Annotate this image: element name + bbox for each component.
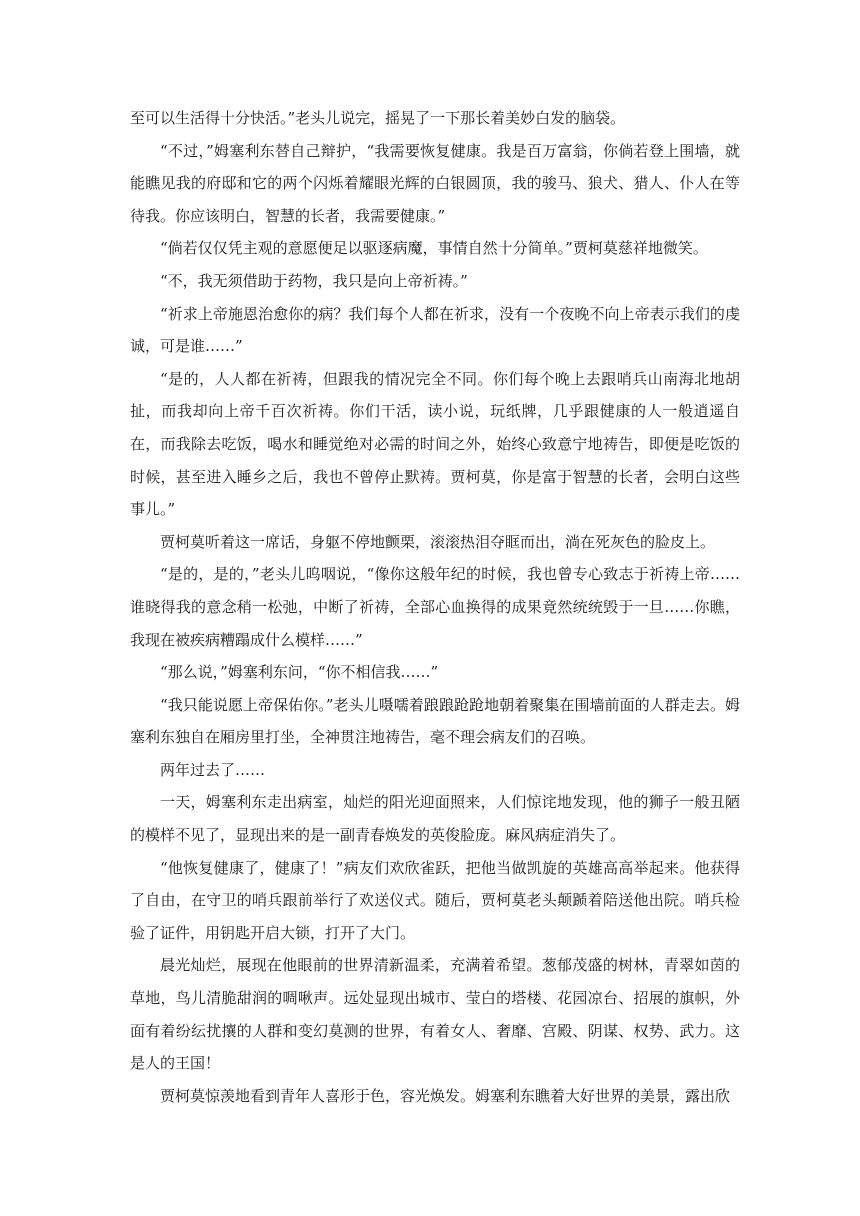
paragraph-2: “不过，”姆塞利东替自己辩护，“我需要恢复健康。我是百万富翁，你倘若登上围墙，就能瞧见我的府邸和它的两个闪烁着耀眼光辉的白银圆顶，我的骏马、狼犬、猎人、仆人在等待我。你应该明白，智慧的长者，我需要健康。”: [130, 141, 740, 225]
paragraph-14: 晨光灿烂，展现在他眼前的世界清新温柔，充满着希望。葱郁茂盛的树林，青翠如茵的草地，鸟儿清脆甜润的啁啾声。远处显现出城市、莹白的塔楼、花园凉台、招展的旗帜，外面有着纷纭扰攘的人群和变幻莫测的世界，有着女人、奢靡、宫殿、阴谋、权势、武力。这是人的王国！: [130, 956, 740, 1073]
paragraph-13: “他恢复健康了，健康了！”病友们欢欣雀跃，把他当做凯旋的英雄高高举起来。他获得了自由，在守卫的哨兵跟前举行了欢送仪式。随后，贾柯莫老头颠踬着陪送他出院。哨兵检验了证件，用钥匙开启大锁，打开了大门。: [130, 858, 740, 942]
paragraph-4: “不，我无须借助于药物，我只是向上帝祈祷。”: [160, 271, 468, 290]
paragraph-11: 两年过去了……: [160, 760, 266, 779]
paragraph-7: 贾柯莫听着这一席话，身躯不停地颤栗，滚滚热泪夺眶而出，淌在死灰色的脸皮上。: [160, 532, 716, 551]
paragraph-15: 贾柯莫惊羡地看到青年人喜形于色，容光焕发。姆塞利东瞧着大好世界的美景，露出欣: [160, 1086, 731, 1105]
paragraph-1: 至可以生活得十分快活。”老头儿说完，摇晃了一下那长着美妙白发的脑袋。: [130, 109, 626, 127]
paragraph-9: “那么说，”姆塞利东问，“你不相信我……”: [160, 663, 439, 682]
paragraph-10: “我只能说愿上帝保佑你。”老头儿嗫嚅着踉踉跄跄地朝着聚集在围墙前面的人群走去。姆塞利东独自在厢房里打坐，全神贯注地祷告，毫不理会病友们的召唤。: [130, 695, 740, 747]
paragraph-5: “祈求上帝施恩治愈你的病？我们每个人都在祈求，没有一个夜晚不向上帝表示我们的虔诚，可是谁……”: [130, 304, 740, 356]
paragraph-6: “是的，人人都在祈祷，但跟我的情况完全不同。你们每个晚上去跟哨兵山南海北地胡扯，而我却向上帝千百次祈祷。你们干活，读小说，玩纸牌，几乎跟健康的人一般逍遥自在，而我除去吃饭，喝水和睡觉绝对必需的时间之外，始终心致意宁地祷告，即便是吃饭的时候，甚至进入睡乡之后，我也不曾停止默祷。贾柯莫，你是富于智慧的长者，会明白这些事儿。”: [130, 369, 740, 519]
paragraph-12: 一天，姆塞利东走出病室，灿烂的阳光迎面照来，人们惊诧地发现，他的狮子一般丑陋的模样不见了，显现出来的是一副青春焕发的英俊脸庞。麻风病症消失了。: [130, 793, 740, 845]
story-text: [130, 102, 740, 1112]
paragraph-8: “是的，是的，”老头儿呜咽说，“像你这般年纪的时候，我也曾专心致志于祈祷上帝……谁晓得我的意念稍一松弛，中断了祈祷，全部心血换得的成果竟然统统毁于一旦……你瞧，我现在被疾病糟蹋成什么模样……”: [130, 565, 740, 649]
paragraph-3: “倘若仅仅凭主观的意愿便足以驱逐病魔，事情自然十分简单。”贾柯莫慈祥地微笑。: [160, 239, 708, 258]
